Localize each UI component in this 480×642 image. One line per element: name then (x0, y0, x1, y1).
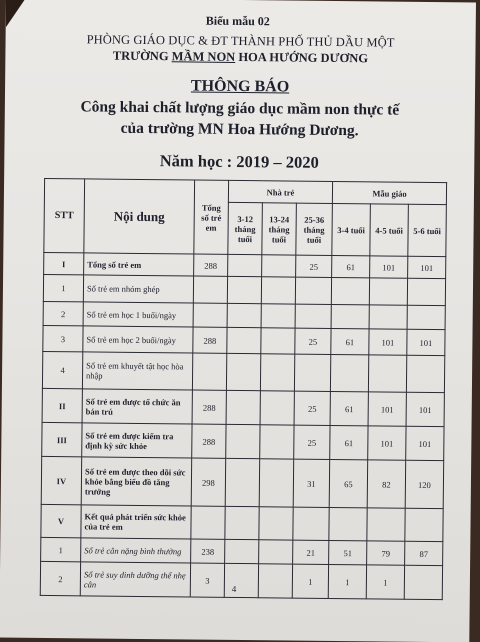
row-value: 25 (296, 255, 332, 277)
row-value (226, 353, 260, 390)
row-value: 61 (330, 391, 368, 425)
col-sub-13-24: 13-24 tháng tuổi (262, 203, 297, 255)
row-value (227, 303, 261, 327)
row-value: 101 (369, 329, 407, 355)
row-value (406, 355, 444, 392)
school-suffix: HOA HƯỚNG DƯƠNG (235, 49, 369, 66)
row-value (261, 304, 295, 328)
row-value (192, 353, 226, 390)
col-sub-25-36: 25-36 tháng tuổi (296, 203, 333, 255)
row-value: 82 (367, 460, 406, 508)
table-row (41, 456, 444, 508)
col-sub-3-12: 3-12 tháng tuổi (228, 202, 263, 254)
row-content: Số trẻ em nhóm ghép (83, 275, 193, 303)
row-value: 101 (368, 426, 406, 460)
row-stt: 2 (43, 301, 83, 325)
col-nursery: Nhà trẻ (228, 180, 332, 203)
col-stt: STT (44, 178, 85, 252)
row-value: 1 (328, 564, 366, 598)
row-value (225, 506, 259, 539)
quality-table (40, 178, 447, 600)
table-row (42, 422, 444, 460)
col-kindergarten: Mẫu giáo (332, 181, 446, 204)
row-value (260, 425, 294, 459)
notice-label: THÔNG BÁO (190, 77, 290, 96)
row-value (293, 507, 329, 540)
row-value: 238 (191, 539, 225, 563)
col-sub-5-6: 5-6 tuổi (408, 204, 447, 256)
row-value (407, 278, 445, 305)
page-corner-shadow (6, 0, 26, 28)
row-value (294, 354, 330, 391)
row-value: 1 (366, 565, 404, 599)
row-value (404, 565, 442, 599)
row-value: 51 (329, 540, 367, 564)
row-value: 25 (294, 425, 330, 459)
row-content: Số trẻ em khuyết tật học hòa nhập (82, 352, 192, 390)
row-value (261, 277, 295, 304)
row-value (259, 507, 293, 540)
row-value (368, 355, 406, 392)
row-stt: III (42, 422, 82, 456)
row-value (259, 540, 293, 564)
row-value: 61 (332, 255, 370, 277)
row-value: 25 (295, 328, 331, 354)
row-value (331, 304, 369, 328)
row-value (228, 254, 262, 276)
row-value (262, 255, 296, 277)
row-value (329, 507, 367, 540)
row-content: Số trẻ em học 1 buổi/ngày (83, 302, 193, 327)
row-value (367, 508, 405, 541)
row-value: 288 (192, 424, 226, 458)
form-number: Biểu mẫu 02 (205, 13, 270, 29)
row-value: 3 (190, 563, 224, 597)
row-content: Số trẻ em được kiểm tra định kỳ sức khỏe (82, 423, 192, 458)
row-stt: 3 (43, 325, 83, 351)
row-value (407, 305, 445, 329)
page-number: 4 (231, 583, 237, 594)
title-line-2: của trường MN Hoa Hướng Dương. (120, 119, 359, 140)
row-value (369, 305, 407, 329)
row-stt: 2 (40, 561, 80, 595)
row-stt: V (41, 504, 81, 537)
row-value (331, 277, 369, 304)
col-total: Tổng số trẻ em (194, 180, 229, 254)
col-content: Nội dung (84, 179, 195, 254)
row-value (260, 391, 294, 425)
table-row (42, 388, 444, 426)
row-value: 31 (293, 459, 330, 507)
row-content: Tổng số trẻ em (84, 253, 194, 276)
row-value: 21 (293, 540, 329, 564)
row-stt: IV (41, 456, 82, 504)
department-name: PHÒNG GIÁO DỤC & ĐT THÀNH PHỐ THỦ DẦU MỘT (86, 32, 395, 50)
row-value: 1 (292, 564, 328, 598)
row-value (330, 354, 368, 391)
row-value: 120 (405, 460, 444, 508)
row-value (405, 508, 443, 541)
row-value: 288 (192, 390, 226, 424)
row-value: 101 (368, 392, 406, 426)
row-value: 87 (405, 541, 443, 565)
row-stt: 4 (42, 351, 82, 388)
col-sub-3-4: 3-4 tuổi (332, 203, 371, 255)
table-row (41, 504, 443, 541)
row-content: Kết quả phát triển sức khỏe của trẻ em (81, 505, 191, 539)
row-stt: I (44, 252, 84, 274)
school-underlined: MẦM NON (171, 49, 236, 64)
row-stt: 1 (43, 274, 83, 301)
row-value (227, 276, 261, 303)
table-row (43, 274, 445, 305)
row-value: 288 (193, 327, 227, 353)
row-value (224, 563, 258, 597)
row-value: 101 (408, 256, 446, 278)
col-sub-4-5: 4-5 tuổi (370, 204, 409, 256)
row-value (295, 304, 331, 328)
row-value (193, 276, 227, 303)
row-value (369, 278, 407, 305)
title-line-1: Công khai chất lượng giáo dục mầm non thực tế (80, 98, 400, 119)
row-value (193, 303, 227, 327)
row-value (226, 424, 260, 458)
row-content: Số trẻ suy dinh dưỡng thể nhẹ cân (80, 562, 190, 597)
row-value (295, 277, 331, 304)
row-content: Số trẻ cân nặng bình thường (81, 538, 191, 563)
row-value: 61 (331, 328, 369, 354)
row-value: 288 (194, 254, 228, 276)
row-value: 101 (406, 426, 444, 460)
row-value (258, 564, 292, 598)
row-value (191, 506, 225, 539)
table-body (40, 252, 446, 599)
row-value: 101 (406, 392, 444, 426)
row-value: 298 (191, 458, 226, 506)
row-value (260, 354, 294, 391)
row-value (261, 328, 295, 354)
row-stt: II (42, 388, 82, 422)
school-year: Năm học : 2019 – 2020 (159, 151, 319, 172)
row-value: 79 (367, 541, 405, 565)
row-value (225, 458, 260, 506)
notice-heading (5, 76, 475, 99)
row-value (227, 327, 261, 353)
school-prefix: TRƯỜNG (112, 48, 172, 64)
row-content: Số trẻ em được theo dõi sức khỏe bằng biểu đồ tăng trưởng (81, 457, 191, 506)
row-content: Số trẻ em học 2 buổi/ngày (83, 326, 193, 353)
row-value: 65 (329, 459, 368, 507)
row-content: Số trẻ em được tổ chức ăn bán trú (82, 389, 192, 424)
table-row (40, 561, 442, 599)
row-value: 61 (330, 425, 368, 459)
row-value: 101 (370, 256, 408, 278)
row-value (226, 390, 260, 424)
row-stt: 1 (41, 537, 81, 561)
row-value: 101 (407, 329, 445, 355)
row-value: 25 (294, 391, 330, 425)
row-value (225, 539, 259, 563)
row-value (259, 459, 294, 507)
table-row (42, 351, 444, 392)
